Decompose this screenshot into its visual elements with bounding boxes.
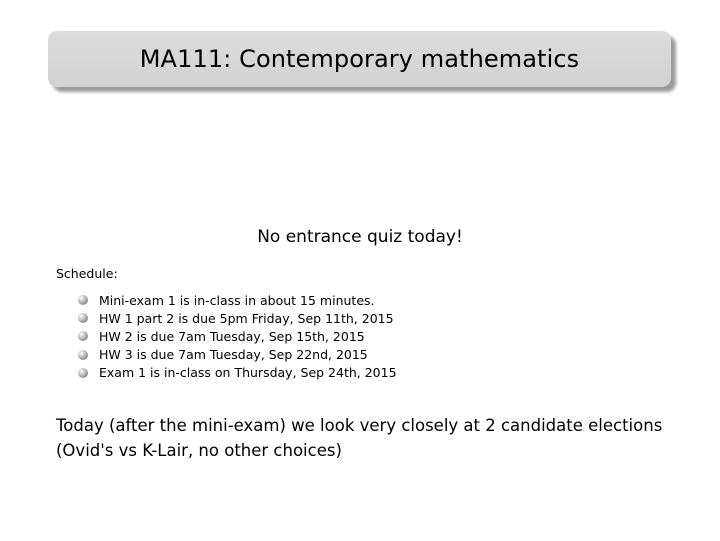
list-item [78, 327, 397, 345]
list-item [78, 364, 397, 382]
title-bar [48, 31, 671, 87]
list-item [78, 309, 397, 327]
schedule-list [78, 291, 397, 382]
list-item [78, 291, 397, 309]
list-item-text: Mini-exam 1 is in-class in about 15 minutes. [99, 292, 375, 308]
list-item [78, 346, 397, 364]
bullet-ball-icon [78, 313, 88, 323]
list-item-text: HW 3 is due 7am Tuesday, Sep 22nd, 2015 [99, 347, 368, 363]
closing-paragraph [56, 413, 696, 463]
closing-line: (Ovid's vs K-Lair, no other choices) [56, 441, 342, 460]
bullet-ball-icon [78, 368, 88, 378]
bullet-ball-icon [78, 350, 88, 360]
list-item-text: Exam 1 is in-class on Thursday, Sep 24th, 2015 [99, 365, 397, 381]
bullet-ball-icon [78, 331, 88, 341]
notice-text: No entrance quiz today! [257, 227, 463, 247]
bullet-ball-icon [78, 295, 88, 305]
list-item-text: HW 2 is due 7am Tuesday, Sep 15th, 2015 [99, 328, 365, 344]
closing-line: Today (after the mini-exam) we look very closely at 2 candidate elections [56, 416, 663, 435]
slide-title: MA111: Contemporary mathematics [139, 45, 580, 73]
schedule-heading: Schedule: [56, 266, 118, 281]
list-item-text: HW 1 part 2 is due 5pm Friday, Sep 11th, 2015 [99, 310, 394, 326]
